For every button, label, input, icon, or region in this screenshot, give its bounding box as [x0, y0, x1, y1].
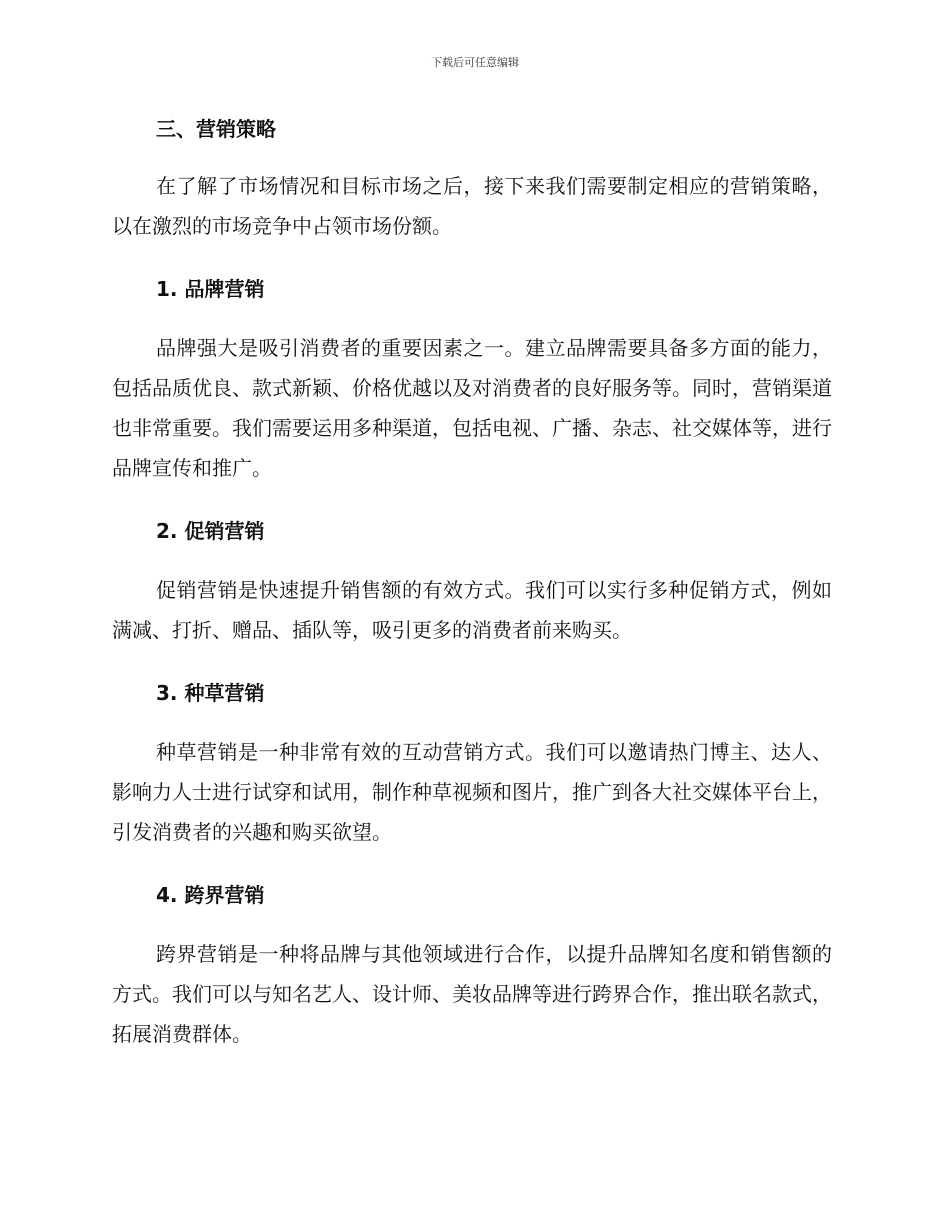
subsection-heading-1: 1. 品牌营销: [156, 277, 265, 301]
intro-paragraph: 在了解了市场情况和目标市场之后，接下来我们需要制定相应的营销策略，以在激烈的市场竞争中占领市场份额。: [112, 174, 832, 238]
subsection-heading-3: 3. 种草营销: [156, 681, 265, 705]
subsection-heading-4: 4. 跨界营销: [156, 883, 265, 907]
subsection-body-2: 促销营销是快速提升销售额的有效方式。我们可以实行多种促销方式，例如满减、打折、赠品、插队等，吸引更多的消费者前来购买。: [112, 578, 832, 642]
section-title: 三、营销策略: [156, 117, 276, 141]
subsection-body-4: 跨界营销是一种将品牌与其他领域进行合作，以提升品牌知名度和销售额的方式。我们可以与知名艺人、设计师、美妆品牌等进行跨界合作，推出联名款式，拓展消费群体。: [112, 942, 832, 1046]
subsection-heading-2: 2. 促销营销: [156, 519, 265, 543]
header-note: 下载后可任意编辑: [431, 56, 519, 69]
document-body: [112, 112, 832, 1054]
subsection-body-1: 品牌强大是吸引消费者的重要因素之一。建立品牌需要具备多方面的能力，包括品质优良、款式新颖、价格优越以及对消费者的良好服务等。同时，营销渠道也非常重要。我们需要运用多种渠道，包括电视、广播、杂志、社交媒体等，进行品牌宣传和推广。: [112, 336, 832, 480]
subsection-body-3: 种草营销是一种非常有效的互动营销方式。我们可以邀请热门博主、达人、影响力人士进行试穿和试用，制作种草视频和图片，推广到各大社交媒体平台上，引发消费者的兴趣和购买欲望。: [112, 740, 832, 844]
